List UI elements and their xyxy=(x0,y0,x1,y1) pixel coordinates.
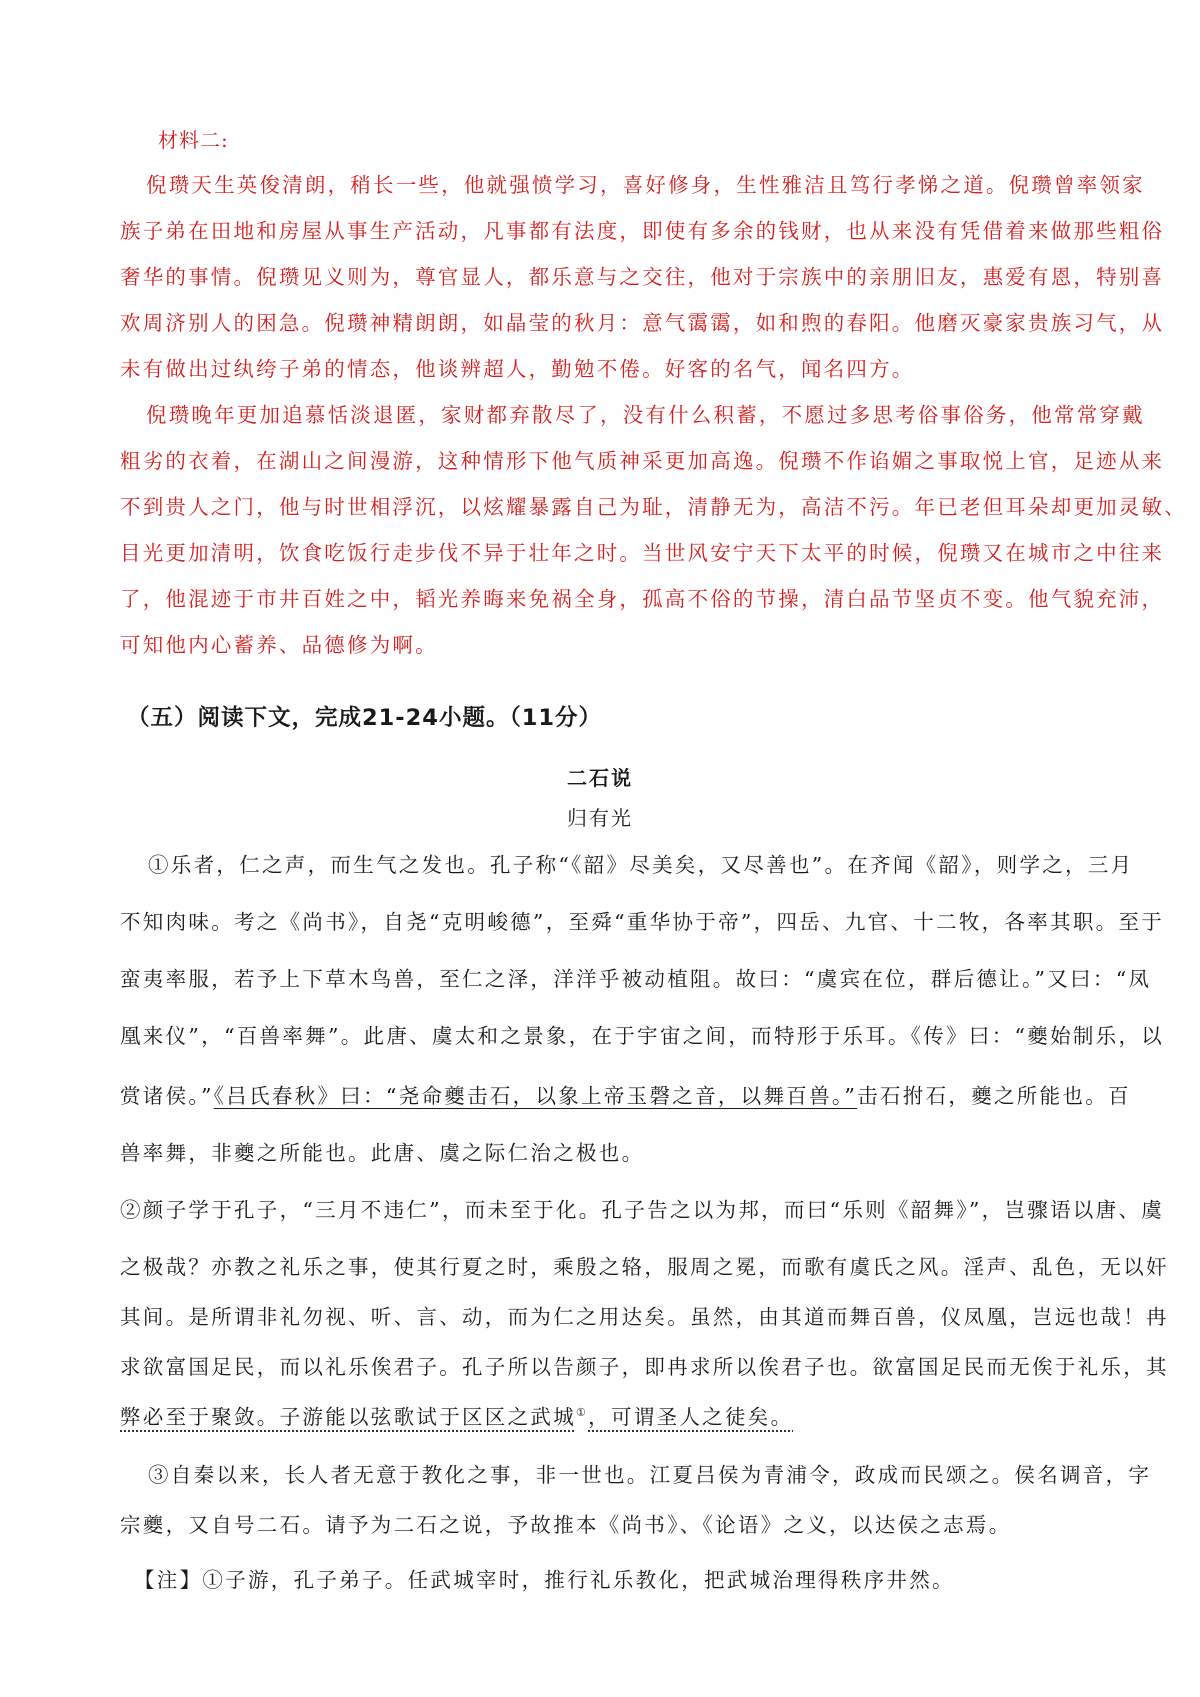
material-two-line: 了，他混迹于市井百姓之中，韬光养晦来免祸全身，孤高不俗的节操，清白品节坚贞不变。他气貌充沛， xyxy=(120,587,1165,611)
paragraph-line xyxy=(120,1079,1131,1109)
footnote-marker: ① xyxy=(576,1406,589,1420)
material-two-heading: 材料二: xyxy=(158,128,229,152)
material-two-line: 不到贵人之门，他与时世相浮沉，以炫耀暴露自己为耻，清静无为，高洁不污。年已老但耳朵却更加灵敏、 xyxy=(120,495,1187,519)
paragraph-text: 击石拊石，夔之所能也。百 xyxy=(857,1084,1131,1108)
paragraph-line: 蛮夷率服，若予上下草木鸟兽，至仁之泽，洋洋乎被动植阻。故曰：“虞宾在位，群后德让。”又曰：“凤 xyxy=(120,967,1152,991)
footnote: 【注】①子游，孔子弟子。任武城宰时，推行礼乐教化，把武城治理得秩序井然。 xyxy=(134,1568,955,1592)
material-two-line: 目光更加清明，饮食吃饭行走步伐不异于壮年之时。当世风安宁天下太平的时候，倪瓒又在城市之中往来 xyxy=(120,541,1165,565)
dotted-sentence: ，可谓圣人之徒矣。 xyxy=(588,1405,794,1429)
paragraph-line: ②颜子学于孔子，“三月不违仁”，而未至于化。孔子告之以为邦，而曰“乐则《韶舞》”，岂骤语以唐、虞 xyxy=(120,1198,1165,1222)
material-two-line: 可知他内心蓄养、品德修为啊。 xyxy=(120,633,438,657)
paragraph-text: 赏诸侯。” xyxy=(120,1084,214,1108)
paragraph-line: 求欲富国足民，而以礼乐俟君子。孔子所以告颜子，即冉求所以俟君子也。欲富国足民而无俟于礼乐，其 xyxy=(120,1355,1169,1379)
article-author: 归有光 xyxy=(567,806,633,830)
paragraph-line xyxy=(120,1400,793,1430)
paragraph-line: 之极哉？亦教之礼乐之事，使其行夏之时，乘殷之辂，服周之冕，而歌有虞氏之风。淫声、乱色，无以奸 xyxy=(120,1255,1169,1279)
paragraph-line: ①乐者，仁之声，而生气之发也。孔子称“《韶》尽美矣，又尽善也”。在齐闻《韶》，则学之，三月 xyxy=(148,853,1134,877)
paragraph-line: 不知肉味。考之《尚书》，自尧“克明峻德”，至舜“重华协于帝”，四岳、九官、十二牧，各率其职。至于 xyxy=(120,910,1165,934)
section-heading: （五）阅读下文，完成21-24小题。（11分） xyxy=(127,705,603,731)
material-two-line: 族子弟在田地和房屋从事生产活动，凡事都有法度，即使有多余的钱财，也从来没有凭借着来做那些粗俗 xyxy=(120,219,1165,243)
paragraph-line: ③自秦以来，长人者无意于教化之事，非一世也。江夏吕侯为青浦令，政成而民颂之。侯名调音，字 xyxy=(148,1463,1152,1487)
paragraph-line: 其间。是所谓非礼勿视、听、言、动，而为仁之用达矣。虽然，由其道而舞百兽，仪凤凰，岂远也哉！冉 xyxy=(120,1305,1169,1329)
material-two-line: 粗劣的衣着，在湖山之间漫游，这种情形下他气质神采更加高逸。倪瓒不作谄媚之事取悦上官，足迹从来 xyxy=(120,449,1165,473)
material-two-line: 欢周济别人的困急。倪瓒神精朗朗，如晶莹的秋月：意气霭霭，如和煦的春阳。他磨灭豪家贵族习气，从 xyxy=(120,311,1165,335)
underlined-sentence: 《吕氏春秋》曰：“尧命夔击石，以象上帝玉磬之音，以舞百兽。” xyxy=(213,1084,858,1108)
paragraph-line: 兽率舞，非夔之所能也。此唐、虞之际仁治之极也。 xyxy=(120,1141,645,1165)
material-two-line: 倪瓒天生英俊清朗，稍长一些，他就强愤学习，喜好修身，生性雅洁且笃行孝悌之道。倪瓒曾率领家 xyxy=(146,173,1145,197)
paragraph-line: 宗夔，又自号二石。请予为二石之说，予故推本《尚书》、《论语》之义，以达侯之志焉。 xyxy=(120,1513,1012,1537)
paragraph-line: 凰来仪”，“百兽率舞”。此唐、虞太和之景象，在于宇宙之间，而特形于乐耳。《传》曰：“夔始制乐，以 xyxy=(120,1024,1165,1048)
material-two-line: 未有做出过纨绔子弟的情态，他谈辨超人，勤勉不倦。好客的名气，闻名四方。 xyxy=(120,357,915,381)
material-two-line: 奢华的事情。倪瓒见义则为，尊官显人，都乐意与之交往，他对于宗族中的亲朋旧友，惠爱有恩，特别喜 xyxy=(120,265,1165,289)
material-two-line: 倪瓒晚年更加追慕恬淡退匿，家财都弃散尽了，没有什么积蓄，不愿过多思考俗事俗务，他常常穿戴 xyxy=(146,403,1145,427)
article-title: 二石说 xyxy=(567,766,633,790)
dotted-sentence: 弊必至于聚敛。子游能以弦歌试于区区之武城 xyxy=(120,1405,576,1429)
